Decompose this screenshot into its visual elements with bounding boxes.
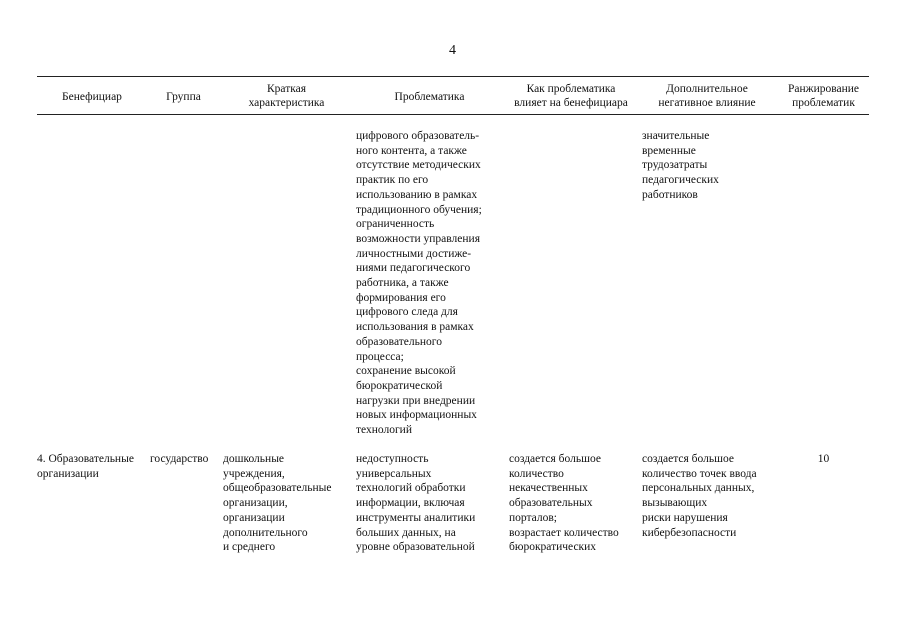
header-characteristic: Краткая характеристика [248, 83, 325, 109]
row-impact-text: создается большое количество некачественных образовательных порталов; возрастает количество бюрократических [509, 453, 619, 554]
header-rank: Ранжирование проблематик [787, 83, 860, 109]
continuation-problem-text: цифрового образователь- ного контента, а также отсутствие методических практик по его использованию в рамках традиционного обучения; ограниченность возможности управления личностными достиже- ниями педагогического работника, а также формирования его цифрового следа для использования в рамках образовательного процесса; сохранение высокой бюрократической нагрузки при внедрении новых информационных технологий [356, 130, 482, 437]
header-impact: Как проблематика влияет на бенефициара [514, 83, 628, 109]
row-beneficiary-text: 4. Образовательные организации [37, 453, 134, 480]
table-top-rule [37, 76, 869, 77]
continuation-additional-text: значительные временные трудозатраты педагогических работников [642, 130, 719, 201]
row-beneficiary-cell [37, 452, 134, 481]
continuation-additional-cell [642, 129, 719, 203]
row-characteristic-text: дошкольные учреждения, общеобразовательные организации, организации дополнительного и среднего [223, 453, 332, 554]
row-rank-text: 10 [817, 453, 830, 465]
row-characteristic-cell [223, 452, 331, 555]
row-problem-cell [356, 452, 475, 555]
row-group-cell [150, 452, 208, 467]
header-beneficiary: Бенефициар [62, 91, 122, 103]
page-number: 4 [449, 43, 456, 58]
header-group: Группа [166, 91, 201, 103]
row-additional-cell [642, 452, 757, 540]
continuation-problem-cell [356, 129, 482, 438]
row-group-text: государство [150, 453, 209, 465]
row-problem-text: недоступность универсальных технологий обработки информации, включая инструменты аналитики больших данных, на уровне образовательной [356, 453, 476, 554]
row-rank-cell [778, 452, 869, 467]
row-impact-cell [509, 452, 619, 555]
header-bottom-rule [37, 114, 869, 115]
header-additional: Дополнительное негативное влияние [658, 83, 756, 109]
row-additional-text: создается большое количество точек ввода персональных данных, вызывающих риски нарушения кибербезопасности [642, 453, 757, 539]
header-problem: Проблематика [394, 91, 465, 103]
